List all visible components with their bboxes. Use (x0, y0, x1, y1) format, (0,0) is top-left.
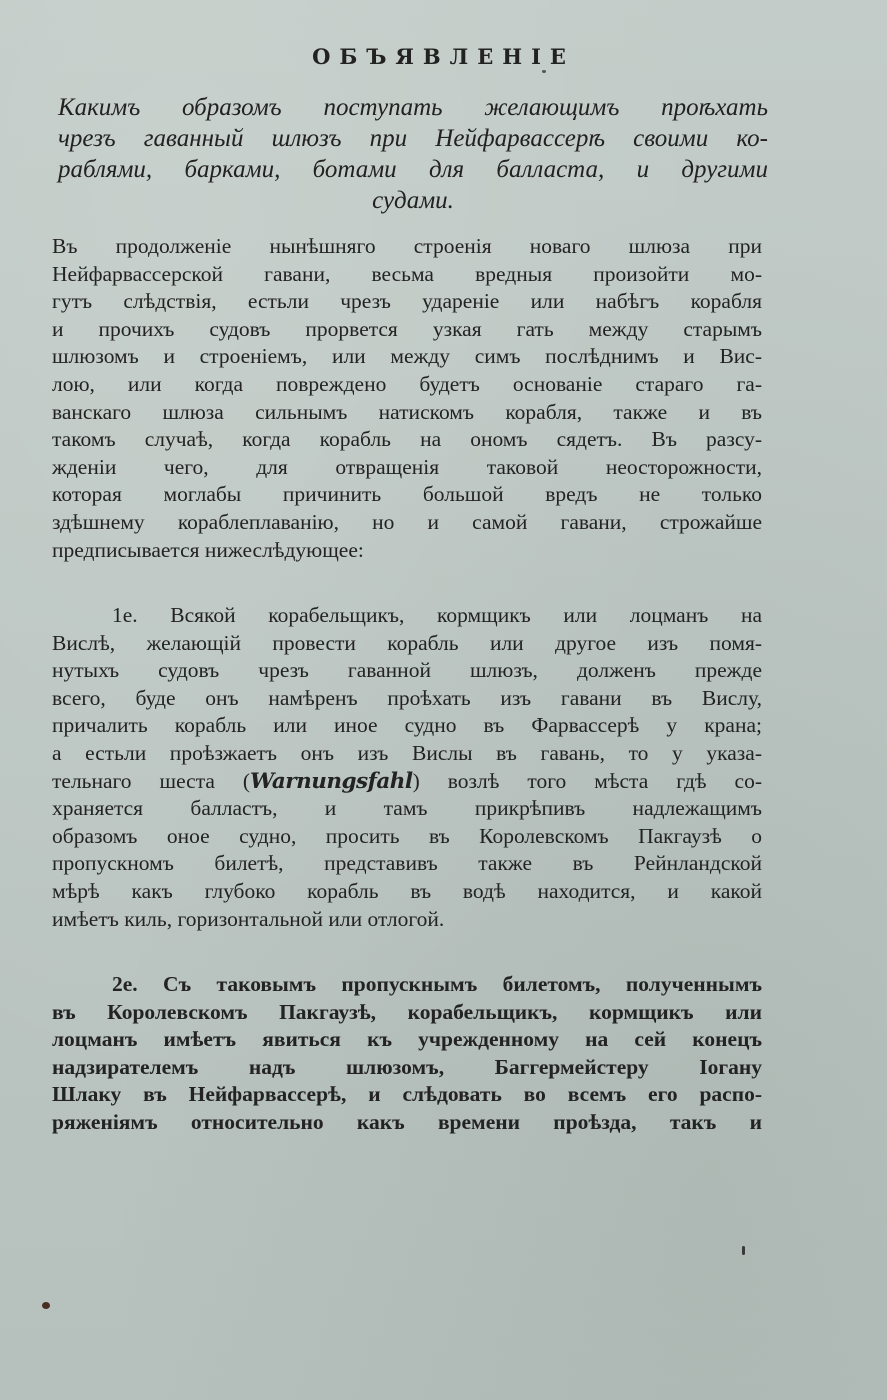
text-line: Шлаку въ Нейфарвассерѣ, и слѣдовать во всемъ его распо- (52, 1082, 762, 1107)
text-line: Въ продолженіе нынѣшняго строенія новаго шлюза при (52, 234, 762, 258)
text-line: нутыхъ судовъ чрезъ гаванной шлюзъ, долженъ прежде (52, 658, 762, 683)
text-line: Вислѣ, желающій провести корабль или другое изъ помя- (52, 630, 762, 655)
subtitle-line: раблями, барками, ботами для балласта, и другими (58, 156, 768, 183)
text-line: пропускномъ билетѣ, представивъ также въ Рейнландской (52, 851, 762, 876)
subtitle-line: Какимъ образомъ поступать желающимъ проѣхать (58, 94, 768, 121)
text-line: храняется балластъ, и тамъ прикрѣпивъ надлежащимъ (52, 796, 762, 821)
text-line: лою, или когда повреждено будетъ основаніе стараго га- (52, 371, 762, 396)
document-heading: ОБЪЯВЛЕНІЕ (312, 44, 575, 69)
text-line: лоцманъ имѣетъ явиться къ учрежденному на сей конецъ (52, 1027, 762, 1052)
subtitle-line: судами. (372, 187, 454, 214)
text-line: 2е. Съ таковымъ пропускнымъ билетомъ, полученнымъ (112, 972, 762, 996)
text-line: имѣетъ киль, горизонтальной или отлогой. (52, 906, 445, 931)
german-term: Warnungsfahl (250, 768, 413, 794)
text-line: здѣшнему кораблеплаванію, но и самой гавани, строжайше (52, 509, 762, 534)
subtitle-line: чрезъ гаванный шлюзъ при Нейфарвассерѣ своими ко- (58, 125, 768, 152)
text-line: Нейфарвассерской гавани, весьма вредныя произойти мо- (52, 261, 762, 286)
paragraph-article-1 (52, 602, 762, 933)
text-line: всего, буде онъ намѣренъ проѣхать изъ гавани въ Вислу, (52, 685, 762, 710)
text-line: гутъ слѣдствія, естьли чрезъ удареніе или набѣгъ корабля (52, 289, 762, 314)
text-line: которая моглабы причинить большой вредъ не только (52, 482, 762, 507)
text-line: ряженіямъ относительно какъ времени проѣзда, такъ и (52, 1109, 762, 1134)
text-line: жденіи чего, для отвращенія таковой неосторожности, (52, 454, 762, 479)
ink-speck (42, 1302, 50, 1309)
text-line: ванскаго шлюза сильнымъ натискомъ корабля, также и въ (52, 399, 762, 424)
document-subtitle (58, 92, 768, 216)
text-line: и прочихъ судовъ прорвется узкая гать между старымъ (52, 316, 762, 341)
text-line: а естьли проѣзжаетъ онъ изъ Вислы въ гавань, то у указа- (52, 740, 762, 765)
text-line: надзирателемъ надъ шлюзомъ, Баггермейстеру Іогану (52, 1054, 762, 1079)
text-line: причалить корабль или иное судно въ Фарвассерѣ у крана; (52, 713, 762, 738)
text-line: предписывается нижеслѣдующее: (52, 537, 364, 562)
text-line: такомъ случаѣ, когда корабль на ономъ сядетъ. Въ разсу- (52, 427, 762, 452)
text-line: въ Королевскомъ Пакгаузѣ, корабельщикъ, кормщикъ или (52, 999, 762, 1024)
ink-speck (542, 70, 546, 73)
ink-speck (742, 1246, 745, 1255)
text-line: образомъ оное судно, просить въ Королевскомъ Пакгаузѣ о (52, 823, 762, 848)
paragraph-preamble (52, 233, 762, 564)
text-line: 1е. Всякой корабельщикъ, кормщикъ или лоцманъ на (112, 603, 762, 627)
text-line: мѣрѣ какъ глубоко корабль въ водѣ находится, и какой (52, 878, 762, 903)
text-line: тельнаго шеста (Warnungsfahl) возлѣ того мѣста гдѣ со- (52, 768, 763, 794)
text-line: шлюзомъ и строеніемъ, или между симъ послѣднимъ и Вис- (52, 344, 762, 369)
paragraph-article-2 (52, 971, 762, 1137)
